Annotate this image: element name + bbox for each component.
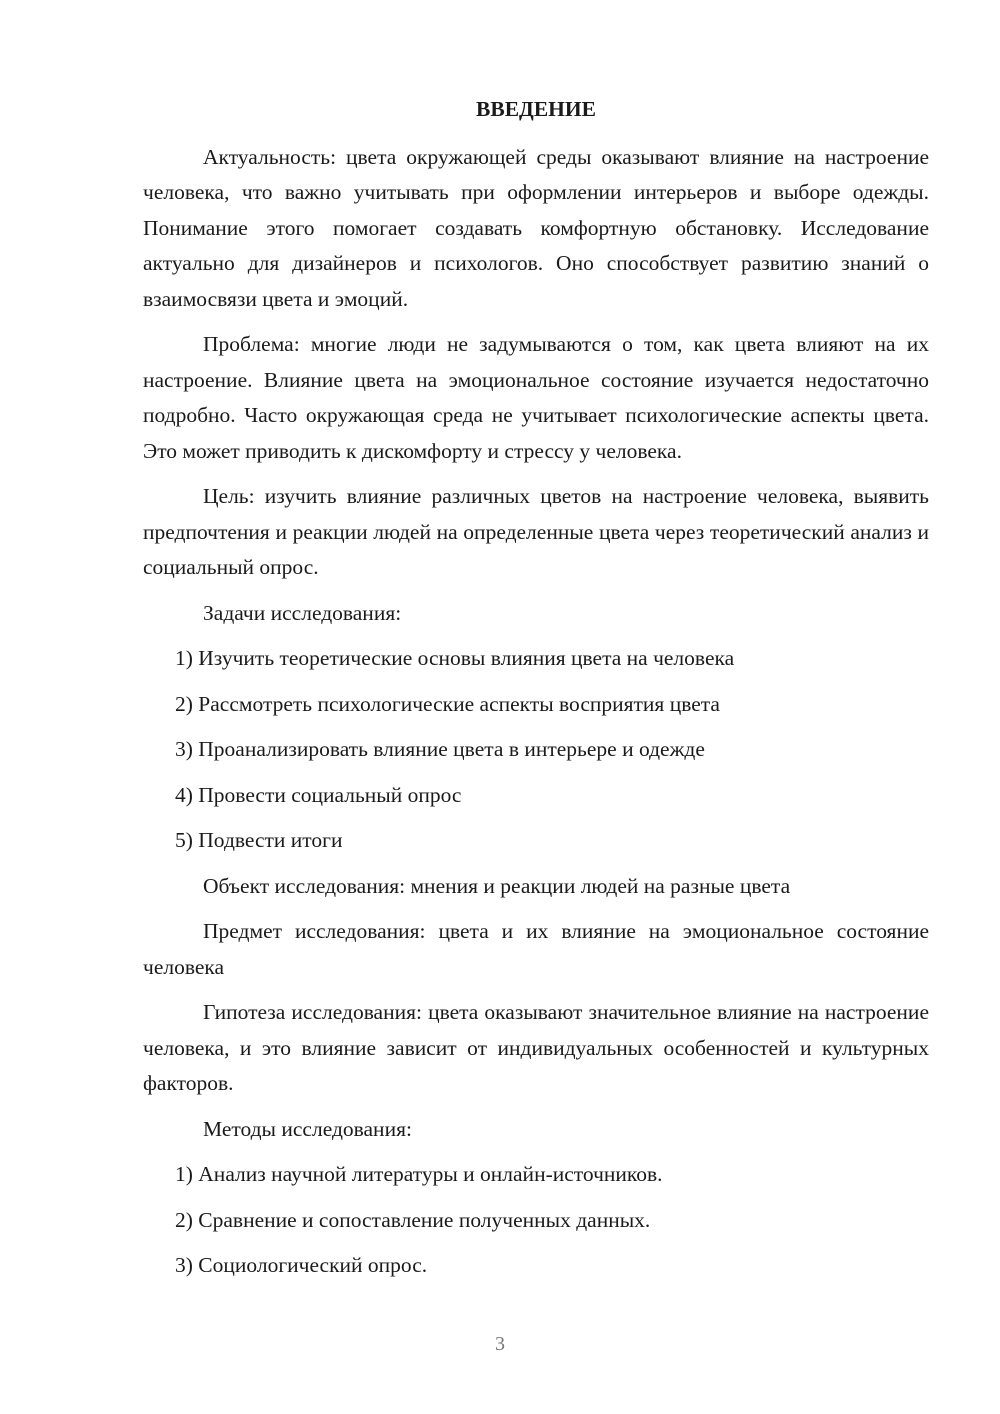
goal-paragraph: Цель: изучить влияние различных цветов на настроение человека, выявить предпочтения и реакции людей на определенные цвета через теоретический анализ и социальный опрос.: [143, 484, 929, 579]
document-page: [143, 92, 929, 1294]
list-item: 1) Анализ научной литературы и онлайн-источников.: [175, 1162, 663, 1186]
list-item: 2) Сравнение и сопоставление полученных данных.: [175, 1207, 651, 1232]
list-item: 4) Провести социальный опрос: [175, 782, 462, 807]
object-paragraph: Объект исследования: мнения и реакции людей на разные цвета: [203, 873, 791, 898]
tasks-list: [143, 641, 929, 859]
methods-heading: Методы исследования:: [203, 1116, 412, 1141]
hypothesis-paragraph: Гипотеза исследования: цвета оказывают значительное влияние на настроение человека, и это влияние зависит от индивидуальных особенностей и культурных факторов.: [143, 1000, 929, 1095]
section-title: ВВЕДЕНИЕ: [476, 97, 596, 121]
methods-list: [143, 1157, 929, 1284]
list-item: 3) Социологический опрос.: [175, 1253, 428, 1277]
problem-paragraph: Проблема: многие люди не задумываются о том, как цвета влияют на их настроение. Влияние цвета на эмоциональное состояние изучается недостаточно подробно. Часто окружающая среда не учитывает психологические аспекты цвета. Это может приводить к дискомфорту и стрессу у человека.: [143, 332, 929, 463]
list-item: 5) Подвести итоги: [175, 828, 343, 852]
page-number: 3: [495, 1333, 505, 1355]
relevance-paragraph: Актуальность: цвета окружающей среды оказывают влияние на настроение человека, что важно учитывать при оформлении интерьеров и выборе одежды. Понимание этого помогает создавать комфортную обстановку. Исследование актуально для дизайнеров и психологов. Оно способствует развитию знаний о взаимосвязи цвета и эмоций.: [143, 144, 929, 311]
list-item: 3) Проанализировать влияние цвета в интерьере и одежде: [175, 737, 705, 761]
tasks-heading: Задачи исследования:: [203, 600, 402, 625]
subject-paragraph: Предмет исследования: цвета и их влияние на эмоциональное состояние человека: [143, 919, 929, 979]
list-item: 1) Изучить теоретические основы влияния цвета на человека: [175, 646, 735, 670]
list-item: 2) Рассмотреть психологические аспекты восприятия цвета: [175, 691, 720, 716]
